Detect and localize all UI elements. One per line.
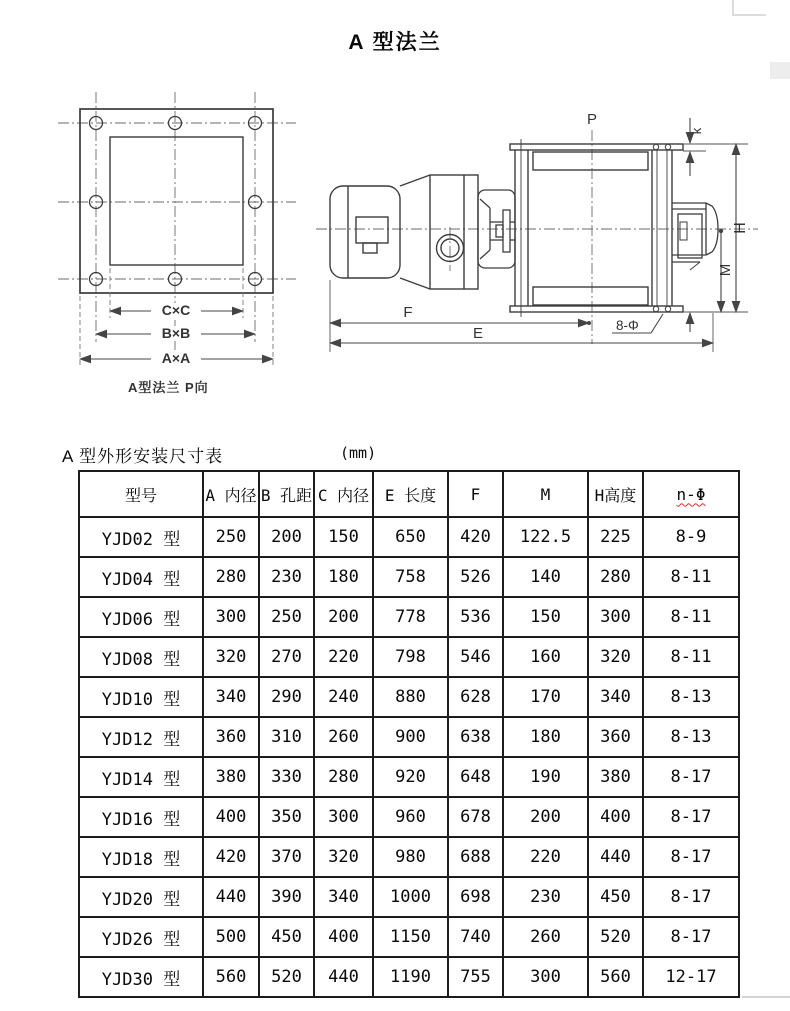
flange-bolt-holes <box>90 117 262 286</box>
value-cell: 520 <box>588 917 643 957</box>
value-cell: 546 <box>448 637 503 677</box>
dim-label-m: M <box>717 263 734 277</box>
value-cell: 200 <box>259 517 314 557</box>
column-header: F <box>448 471 503 517</box>
column-header: 型号 <box>79 471 203 517</box>
value-cell: 400 <box>588 797 643 837</box>
dim-label-p: P <box>586 111 598 128</box>
column-header: B 孔距 <box>259 471 314 517</box>
model-cell: YJD20 型 <box>79 877 203 917</box>
technical-drawing <box>0 0 790 450</box>
page-title: A 型法兰 <box>348 31 442 54</box>
value-cell: 320 <box>314 837 373 877</box>
table-row <box>79 517 739 557</box>
flange-front-view <box>58 92 296 395</box>
dimension-table-head-row <box>79 471 739 517</box>
value-cell: 1000 <box>373 877 448 917</box>
value-cell: 225 <box>588 517 643 557</box>
value-cell: 560 <box>203 957 259 997</box>
value-cell: 280 <box>588 557 643 597</box>
value-cell: 280 <box>203 557 259 597</box>
dim-label-bxb: B×B <box>161 325 191 341</box>
value-cell: 8-17 <box>643 837 739 877</box>
page-bottom-mark <box>742 996 790 998</box>
value-cell: 740 <box>448 917 503 957</box>
table-row <box>79 637 739 677</box>
motor-assembly <box>330 175 478 289</box>
dim-label-cxc: C×C <box>161 302 191 318</box>
model-cell: YJD06 型 <box>79 597 203 637</box>
machine-side-view <box>316 111 758 352</box>
value-cell: 8-11 <box>643 597 739 637</box>
value-cell: 526 <box>448 557 503 597</box>
value-cell: 420 <box>448 517 503 557</box>
value-cell: 688 <box>448 837 503 877</box>
model-cell: YJD10 型 <box>79 677 203 717</box>
table-row <box>79 797 739 837</box>
value-cell: 1150 <box>373 917 448 957</box>
value-cell: 320 <box>203 637 259 677</box>
value-cell: 8-11 <box>643 557 739 597</box>
value-cell: 778 <box>373 597 448 637</box>
dim-label-e: E <box>472 325 484 342</box>
table-row <box>79 557 739 597</box>
value-cell: 320 <box>588 637 643 677</box>
value-cell: 960 <box>373 797 448 837</box>
value-cell: 440 <box>314 957 373 997</box>
machine-dimension-labels <box>403 111 749 342</box>
value-cell: 340 <box>588 677 643 717</box>
flange-dimension-labels <box>128 302 209 395</box>
column-header: n-Φ <box>643 471 739 517</box>
value-cell: 650 <box>373 517 448 557</box>
value-cell: 450 <box>259 917 314 957</box>
value-cell: 230 <box>259 557 314 597</box>
value-cell: 648 <box>448 757 503 797</box>
dim-label-bolt-holes: 8-Φ <box>616 318 639 333</box>
value-cell: 628 <box>448 677 503 717</box>
column-header: E 长度 <box>373 471 448 517</box>
value-cell: 678 <box>448 797 503 837</box>
machine-extension-lines <box>330 144 748 352</box>
model-cell: YJD12 型 <box>79 717 203 757</box>
value-cell: 190 <box>503 757 588 797</box>
value-cell: 300 <box>314 797 373 837</box>
value-cell: 520 <box>259 957 314 997</box>
value-cell: 420 <box>203 837 259 877</box>
value-cell: 8-13 <box>643 677 739 717</box>
value-cell: 500 <box>203 917 259 957</box>
table-row <box>79 837 739 877</box>
column-header: M <box>503 471 588 517</box>
value-cell: 160 <box>503 637 588 677</box>
value-cell: 340 <box>203 677 259 717</box>
model-cell: YJD18 型 <box>79 837 203 877</box>
model-cell: YJD26 型 <box>79 917 203 957</box>
dimension-table <box>78 470 740 998</box>
value-cell: 310 <box>259 717 314 757</box>
value-cell: 122.5 <box>503 517 588 557</box>
value-cell: 300 <box>203 597 259 637</box>
value-cell: 180 <box>503 717 588 757</box>
value-cell: 920 <box>373 757 448 797</box>
value-cell: 798 <box>373 637 448 677</box>
value-cell: 8-17 <box>643 877 739 917</box>
value-cell: 360 <box>588 717 643 757</box>
value-cell: 170 <box>503 677 588 717</box>
model-cell: YJD16 型 <box>79 797 203 837</box>
table-title: A 型外形安装尺寸表 <box>62 447 224 466</box>
value-cell: 12-17 <box>643 957 739 997</box>
value-cell: 758 <box>373 557 448 597</box>
value-cell: 230 <box>503 877 588 917</box>
value-cell: 380 <box>203 757 259 797</box>
table-row <box>79 757 739 797</box>
value-cell: 698 <box>448 877 503 917</box>
value-cell: 300 <box>503 957 588 997</box>
column-header: A 内径 <box>203 471 259 517</box>
dimension-table-body <box>79 517 739 997</box>
value-cell: 350 <box>259 797 314 837</box>
column-header: C 内径 <box>314 471 373 517</box>
dim-label-f: F <box>403 304 413 321</box>
value-cell: 390 <box>259 877 314 917</box>
value-cell: 8-13 <box>643 717 739 757</box>
table-row <box>79 717 739 757</box>
dim-label-k: k <box>689 127 704 135</box>
value-cell: 200 <box>503 797 588 837</box>
table-row <box>79 677 739 717</box>
value-cell: 270 <box>259 637 314 677</box>
value-cell: 200 <box>314 597 373 637</box>
dim-label-axa: A×A <box>161 350 191 366</box>
value-cell: 220 <box>314 637 373 677</box>
value-cell: 400 <box>203 797 259 837</box>
value-cell: 360 <box>203 717 259 757</box>
value-cell: 755 <box>448 957 503 997</box>
table-row <box>79 597 739 637</box>
table-row <box>79 877 739 917</box>
valve-body <box>510 139 683 317</box>
value-cell: 638 <box>448 717 503 757</box>
value-cell: 300 <box>588 597 643 637</box>
value-cell: 8-9 <box>643 517 739 557</box>
value-cell: 980 <box>373 837 448 877</box>
value-cell: 8-17 <box>643 797 739 837</box>
value-cell: 440 <box>588 837 643 877</box>
value-cell: 8-17 <box>643 757 739 797</box>
value-cell: 240 <box>314 677 373 717</box>
value-cell: 1190 <box>373 957 448 997</box>
model-cell: YJD04 型 <box>79 557 203 597</box>
table-row <box>79 957 739 997</box>
front-view-caption: A型法兰 P向 <box>128 380 209 395</box>
value-cell: 260 <box>314 717 373 757</box>
table-row <box>79 917 739 957</box>
value-cell: 330 <box>259 757 314 797</box>
value-cell: 220 <box>503 837 588 877</box>
bearing-end-cover <box>672 203 718 270</box>
value-cell: 340 <box>314 877 373 917</box>
model-cell: YJD02 型 <box>79 517 203 557</box>
column-header: H高度 <box>588 471 643 517</box>
value-cell: 250 <box>203 517 259 557</box>
value-cell: 250 <box>259 597 314 637</box>
model-cell: YJD30 型 <box>79 957 203 997</box>
value-cell: 880 <box>373 677 448 717</box>
value-cell: 8-17 <box>643 917 739 957</box>
model-cell: YJD08 型 <box>79 637 203 677</box>
value-cell: 260 <box>503 917 588 957</box>
value-cell: 370 <box>259 837 314 877</box>
model-cell: YJD14 型 <box>79 757 203 797</box>
value-cell: 150 <box>503 597 588 637</box>
table-unit: (mm) <box>340 444 377 462</box>
flange-outline <box>80 109 273 293</box>
value-cell: 180 <box>314 557 373 597</box>
value-cell: 150 <box>314 517 373 557</box>
dim-label-h: H <box>732 222 749 234</box>
value-cell: 280 <box>314 757 373 797</box>
value-cell: 560 <box>588 957 643 997</box>
value-cell: 450 <box>588 877 643 917</box>
value-cell: 400 <box>314 917 373 957</box>
value-cell: 440 <box>203 877 259 917</box>
value-cell: 140 <box>503 557 588 597</box>
value-cell: 8-11 <box>643 637 739 677</box>
value-cell: 290 <box>259 677 314 717</box>
value-cell: 900 <box>373 717 448 757</box>
value-cell: 536 <box>448 597 503 637</box>
value-cell: 380 <box>588 757 643 797</box>
